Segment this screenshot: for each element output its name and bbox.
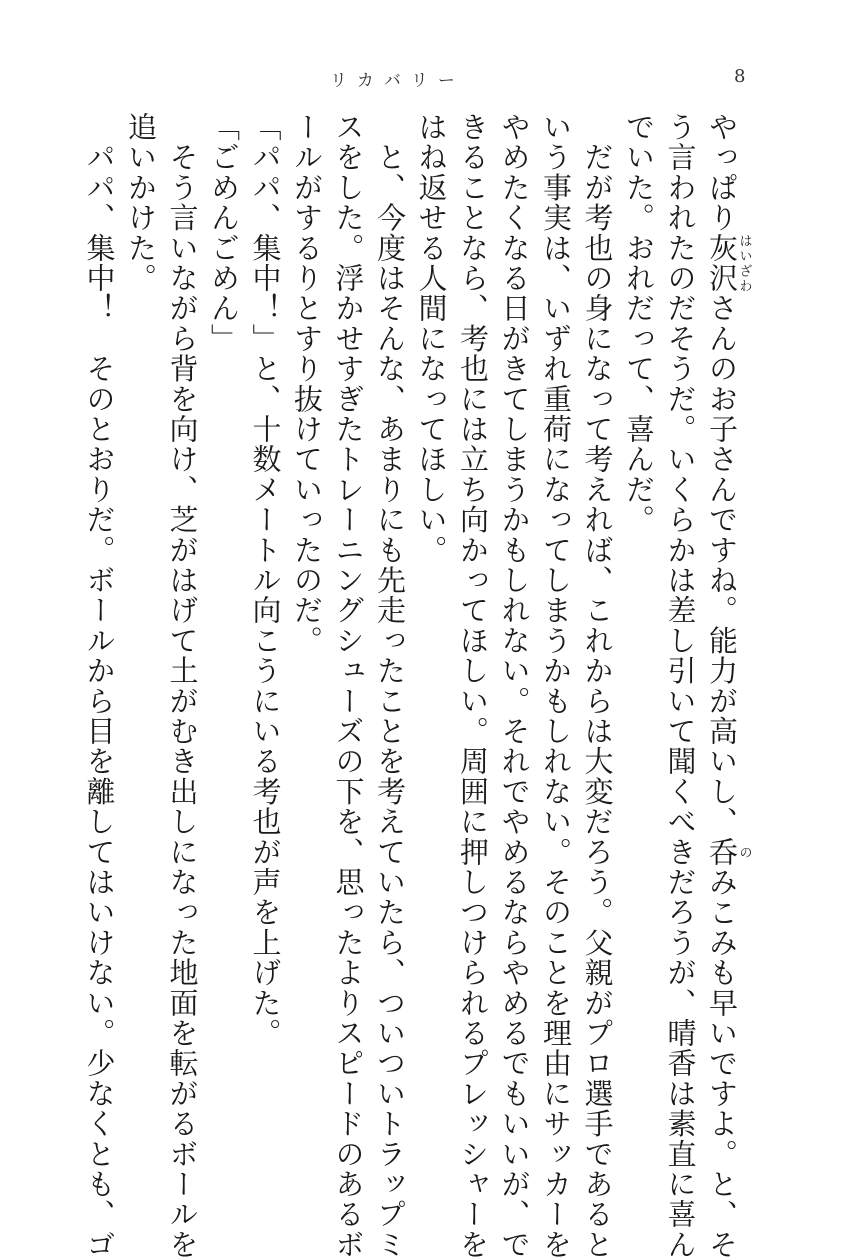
text-line-9: と、今度はそんな、あまりにも先走ったことを考えていたら、ついついトラップミ (373, 112, 407, 1260)
text-line-2: う言われたのだそうだ。いくらかは差し引いて聞くべきだろうが、晴香は素直に喜ん (663, 112, 698, 1260)
text-line-6: やめたくなる日がきてしまうかもしれない。それでやめるならやめるでもいいが、で (497, 112, 532, 1260)
text-line-14: そう言いながら背を向け、芝がはげて土がむき出しになった地面を転がるボールを (165, 112, 200, 1260)
text-line-10: スをした。浮かせすぎたトレーニングシューズの下を、思ったよりスピードのあるボ (331, 112, 366, 1260)
running-title: リカバリー (330, 71, 465, 91)
page-number: 8 (734, 66, 746, 87)
text-line-3: でいた。おれだって、喜んだ。 (622, 112, 656, 535)
text-line-11: ールがするりとすり抜けていったのだ。 (290, 112, 324, 656)
text-line-12: 「パパ、集中！」と、十数メートル向こうにいる考也が声を上げた。 (248, 112, 283, 1049)
text-line-1: やっぱり灰沢はいざわさんのお子さんですね。能力が高いし、呑のみこみも早いですよ。と、そ (705, 112, 752, 1260)
text-line-8: はね返せる人間になってほしい。 (414, 112, 449, 565)
ruby-haizawa: 灰沢はいざわ (705, 232, 752, 294)
text-line-7: きることなら、考也には立ち向かってほしい。周囲に押しつけられるプレッシャーを (456, 112, 490, 1260)
text-line-15: 追いかけた。 (124, 112, 158, 294)
text-line-5: いう事実は、いずれ重荷になってしまうかもしれない。そのことを理由にサッカーを (539, 112, 573, 1260)
text-line-13: 「ごめんごめん」 (207, 112, 241, 354)
text-line-4: だが考也の身になって考えれば、これからは大変だろう。父親がプロ選手であると (580, 112, 615, 1260)
ruby-nomi: 呑の (705, 836, 752, 868)
text-line-16: パパ、集中！ そのとおりだ。ボールから目を離してはいけない。少なくとも、ゴ (82, 112, 117, 1260)
vertical-body-text (78, 112, 752, 1260)
